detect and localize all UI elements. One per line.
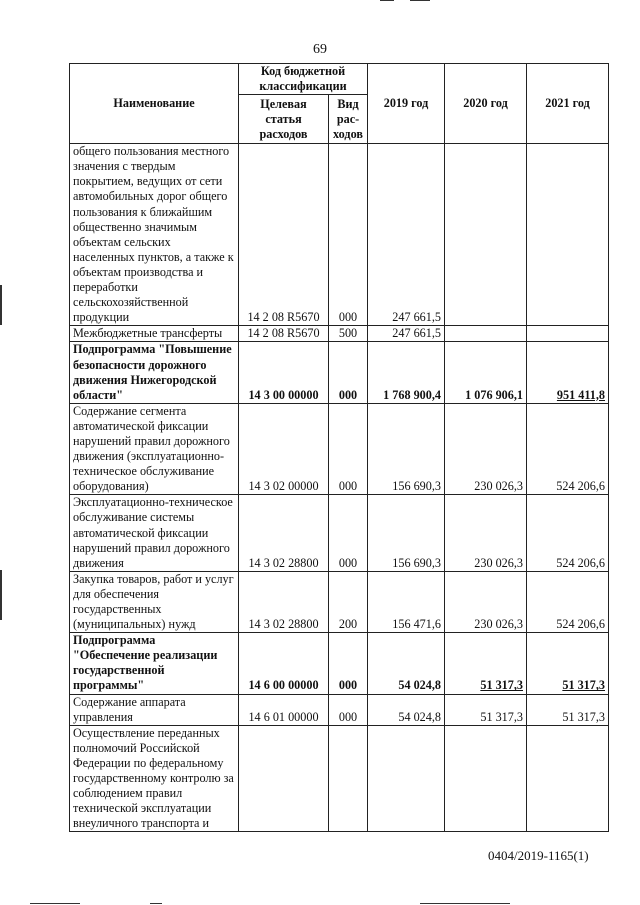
row-name: Содержание аппарата управления xyxy=(70,694,239,725)
row-value-2020 xyxy=(445,326,527,342)
row-value-2020: 51 317,3 xyxy=(445,633,527,694)
row-value-2020 xyxy=(445,725,527,832)
row-name: Содержание сегмента автоматической фиксации нарушений правил дорожного движения (эксплуатационно-техническое обслуживание оборудования) xyxy=(70,403,239,495)
table-row xyxy=(70,571,609,632)
row-value-2019: 247 661,5 xyxy=(368,326,445,342)
row-value-2020: 230 026,3 xyxy=(445,403,527,495)
row-code: 14 6 00 00000 xyxy=(239,633,329,694)
row-code: 14 3 02 28800 xyxy=(239,495,329,571)
row-value-2019: 247 661,5 xyxy=(368,144,445,326)
row-value-2020: 230 026,3 xyxy=(445,495,527,571)
row-value-2021 xyxy=(527,725,609,832)
row-type: 000 xyxy=(329,342,368,403)
scan-edge-mark xyxy=(150,903,162,904)
page-number: 69 xyxy=(313,42,327,57)
row-code: 14 2 08 R5670 xyxy=(239,326,329,342)
row-name: Подпрограмма "Повышение безопасности дорожного движения Нижегородской области" xyxy=(70,342,239,403)
row-type: 500 xyxy=(329,326,368,342)
row-name: Межбюджетные трансферты xyxy=(70,326,239,342)
budget-table xyxy=(69,63,609,832)
row-code xyxy=(239,725,329,832)
table-row xyxy=(70,403,609,495)
table-row-subprogram xyxy=(70,342,609,403)
row-value-2021 xyxy=(527,326,609,342)
header-target-article: Целевая статья расходов xyxy=(239,95,329,144)
row-type: 200 xyxy=(329,571,368,632)
row-type xyxy=(329,725,368,832)
row-value-2019: 54 024,8 xyxy=(368,633,445,694)
row-type: 000 xyxy=(329,633,368,694)
row-type: 000 xyxy=(329,495,368,571)
row-value-2019 xyxy=(368,725,445,832)
table-row xyxy=(70,725,609,832)
row-name: общего пользования местного значения с твердым покрытием, ведущих от сети автомобильных дорог общего пользования к ближайшим общественно значимым объектам сельских населенных пунктов, а также к объектам производства и переработки сельскохозяйственной продукции xyxy=(70,144,239,326)
row-value-2021: 524 206,6 xyxy=(527,403,609,495)
row-value-2021: 524 206,6 xyxy=(527,571,609,632)
row-value-2021: 524 206,6 xyxy=(527,495,609,571)
scan-edge-mark xyxy=(30,903,80,904)
row-value-2020 xyxy=(445,144,527,326)
row-value-2021: 51 317,3 xyxy=(527,633,609,694)
row-value-2020: 1 076 906,1 xyxy=(445,342,527,403)
row-type: 000 xyxy=(329,694,368,725)
scan-edge-mark xyxy=(420,903,510,904)
row-code: 14 6 01 00000 xyxy=(239,694,329,725)
table-row xyxy=(70,326,609,342)
row-value-2019: 54 024,8 xyxy=(368,694,445,725)
table-row xyxy=(70,694,609,725)
table-row xyxy=(70,144,609,326)
header-year-2019: 2019 год xyxy=(368,64,445,144)
table-row-subprogram xyxy=(70,633,609,694)
row-code: 14 3 02 00000 xyxy=(239,403,329,495)
row-type: 000 xyxy=(329,144,368,326)
row-type: 000 xyxy=(329,403,368,495)
row-value-2019: 156 690,3 xyxy=(368,403,445,495)
row-value-2020: 230 026,3 xyxy=(445,571,527,632)
header-year-2021: 2021 год xyxy=(527,64,609,144)
row-name: Закупка товаров, работ и услуг для обеспечения государственных (муниципальных) нужд xyxy=(70,571,239,632)
scan-edge-mark xyxy=(410,0,430,1)
scan-edge-mark xyxy=(380,0,394,1)
row-value-2020: 51 317,3 xyxy=(445,694,527,725)
document-number: 0404/2019-1165(1) xyxy=(488,848,589,863)
scan-edge-mark xyxy=(0,285,2,325)
table-row xyxy=(70,495,609,571)
row-value-2021: 951 411,8 xyxy=(527,342,609,403)
row-value-2019: 156 471,6 xyxy=(368,571,445,632)
row-name: Осуществление переданных полномочий Российской Федерации по федеральному государственному контролю за соблюдением правил технической эксплуатации внеуличного транспорта и xyxy=(70,725,239,832)
header-code-group: Код бюджетной классификации xyxy=(239,64,368,95)
header-name: Наименование xyxy=(70,64,239,144)
row-value-2021 xyxy=(527,144,609,326)
row-name: Эксплуатационно-техническое обслуживание системы автоматической фиксации нарушений правил дорожного движения xyxy=(70,495,239,571)
row-value-2019: 156 690,3 xyxy=(368,495,445,571)
scan-edge-mark xyxy=(0,570,2,620)
row-name: Подпрограмма "Обеспечение реализации государственной программы" xyxy=(70,633,239,694)
row-code: 14 3 02 28800 xyxy=(239,571,329,632)
header-year-2020: 2020 год xyxy=(445,64,527,144)
header-expense-type: Вид рас-ходов xyxy=(329,95,368,144)
row-code: 14 3 00 00000 xyxy=(239,342,329,403)
row-code: 14 2 08 R5670 xyxy=(239,144,329,326)
row-value-2019: 1 768 900,4 xyxy=(368,342,445,403)
row-value-2021: 51 317,3 xyxy=(527,694,609,725)
